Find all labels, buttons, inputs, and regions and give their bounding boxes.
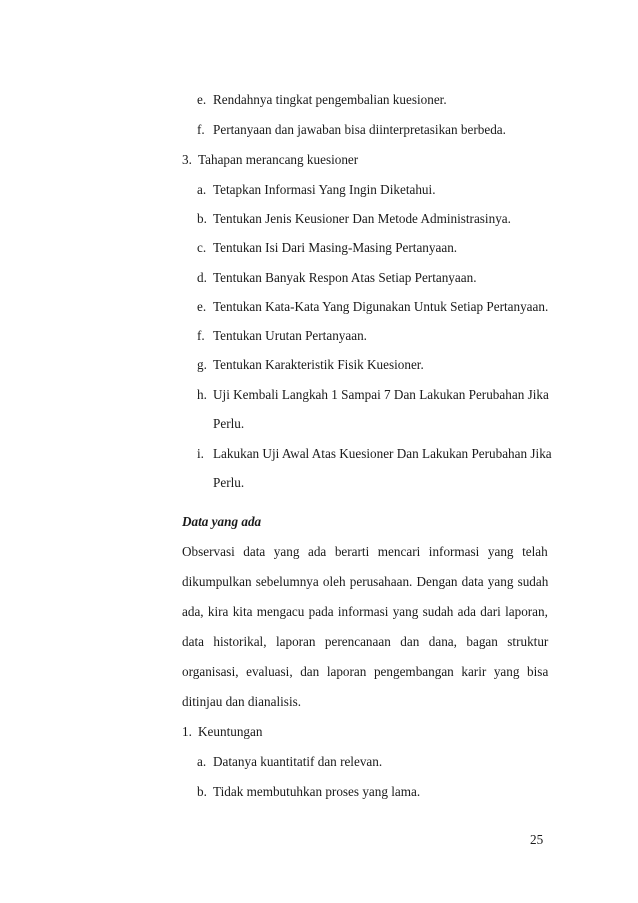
- paragraph-line: organisasi, evaluasi, dan laporan pengembangan karir yang bisa: [182, 664, 549, 679]
- list-marker: 3.: [182, 152, 192, 167]
- list-item: [197, 182, 436, 198]
- list-item-text: Tentukan Isi Dari Masing-Masing Pertanyaan.: [213, 240, 458, 255]
- list-marker: e.: [197, 92, 207, 107]
- section-heading: Data yang ada: [182, 514, 262, 529]
- list-marker: f.: [197, 328, 205, 343]
- list-marker: a.: [197, 754, 207, 769]
- list-item-text: Uji Kembali Langkah 1 Sampai 7 Dan Lakukan Perubahan Jika: [213, 387, 549, 402]
- list-item: [197, 387, 549, 403]
- list-marker: i.: [197, 446, 204, 461]
- list-item: [197, 328, 367, 344]
- list-item-text: Tetapkan Informasi Yang Ingin Diketahui.: [213, 182, 436, 197]
- list-item-text: Tidak membutuhkan proses yang lama.: [213, 784, 421, 799]
- list-item-text: Datanya kuantitatif dan relevan.: [213, 754, 383, 769]
- list-item-text: Tentukan Jenis Keusioner Dan Metode Administrasinya.: [213, 211, 511, 226]
- list-marker: h.: [197, 387, 207, 402]
- list-marker: d.: [197, 270, 207, 285]
- list-item-text: Rendahnya tingkat pengembalian kuesioner.: [213, 92, 447, 107]
- paragraph-line: ditinjau dan dianalisis.: [182, 694, 302, 709]
- keuntungan-title: [182, 724, 262, 740]
- list-item-text: Tentukan Karakteristik Fisik Kuesioner.: [213, 357, 424, 372]
- page-number: 25: [530, 832, 544, 847]
- paragraph-line: ada, kira kita mengacu pada informasi yang sudah ada dari laporan,: [182, 604, 548, 619]
- list-item: [197, 446, 552, 462]
- section-title-text: Tahapan merancang kuesioner: [198, 152, 359, 167]
- list-item-text: Tentukan Banyak Respon Atas Setiap Pertanyaan.: [213, 270, 477, 285]
- list-item-text: Tentukan Urutan Pertanyaan.: [213, 328, 367, 343]
- paragraph-line: Observasi data yang ada berarti mencari informasi yang telah: [182, 544, 548, 559]
- list-item: [197, 240, 457, 256]
- list-marker: f.: [197, 122, 205, 137]
- section-title-text: Keuntungan: [198, 724, 263, 739]
- list-marker: a.: [197, 182, 207, 197]
- section-3-title: [182, 152, 358, 168]
- paragraph-line: dikumpulkan sebelumnya oleh perusahaan. Dengan data yang sudah: [182, 574, 549, 589]
- list-item-text: Lakukan Uji Awal Atas Kuesioner Dan Lakukan Perubahan Jika: [213, 446, 552, 461]
- list-item: [197, 122, 506, 138]
- list-marker: e.: [197, 299, 207, 314]
- paragraph-line: data historikal, laporan perencanaan dan dana, bagan struktur: [182, 634, 549, 649]
- list-marker: 1.: [182, 724, 192, 739]
- list-item: [197, 357, 424, 373]
- list-marker: b.: [197, 211, 207, 226]
- list-marker: b.: [197, 784, 207, 799]
- list-item: [197, 784, 420, 800]
- list-item: [197, 299, 548, 315]
- list-item: [197, 211, 511, 227]
- list-marker: g.: [197, 357, 207, 372]
- list-item-continuation: Perlu.: [213, 475, 245, 490]
- list-item-text: Tentukan Kata-Kata Yang Digunakan Untuk Setiap Pertanyaan.: [213, 299, 549, 314]
- list-item: [197, 92, 447, 108]
- list-item-text: Pertanyaan dan jawaban bisa diinterpretasikan berbeda.: [213, 122, 506, 137]
- list-item: [197, 754, 382, 770]
- list-item-continuation: Perlu.: [213, 416, 245, 431]
- list-item: [197, 270, 477, 286]
- list-marker: c.: [197, 240, 207, 255]
